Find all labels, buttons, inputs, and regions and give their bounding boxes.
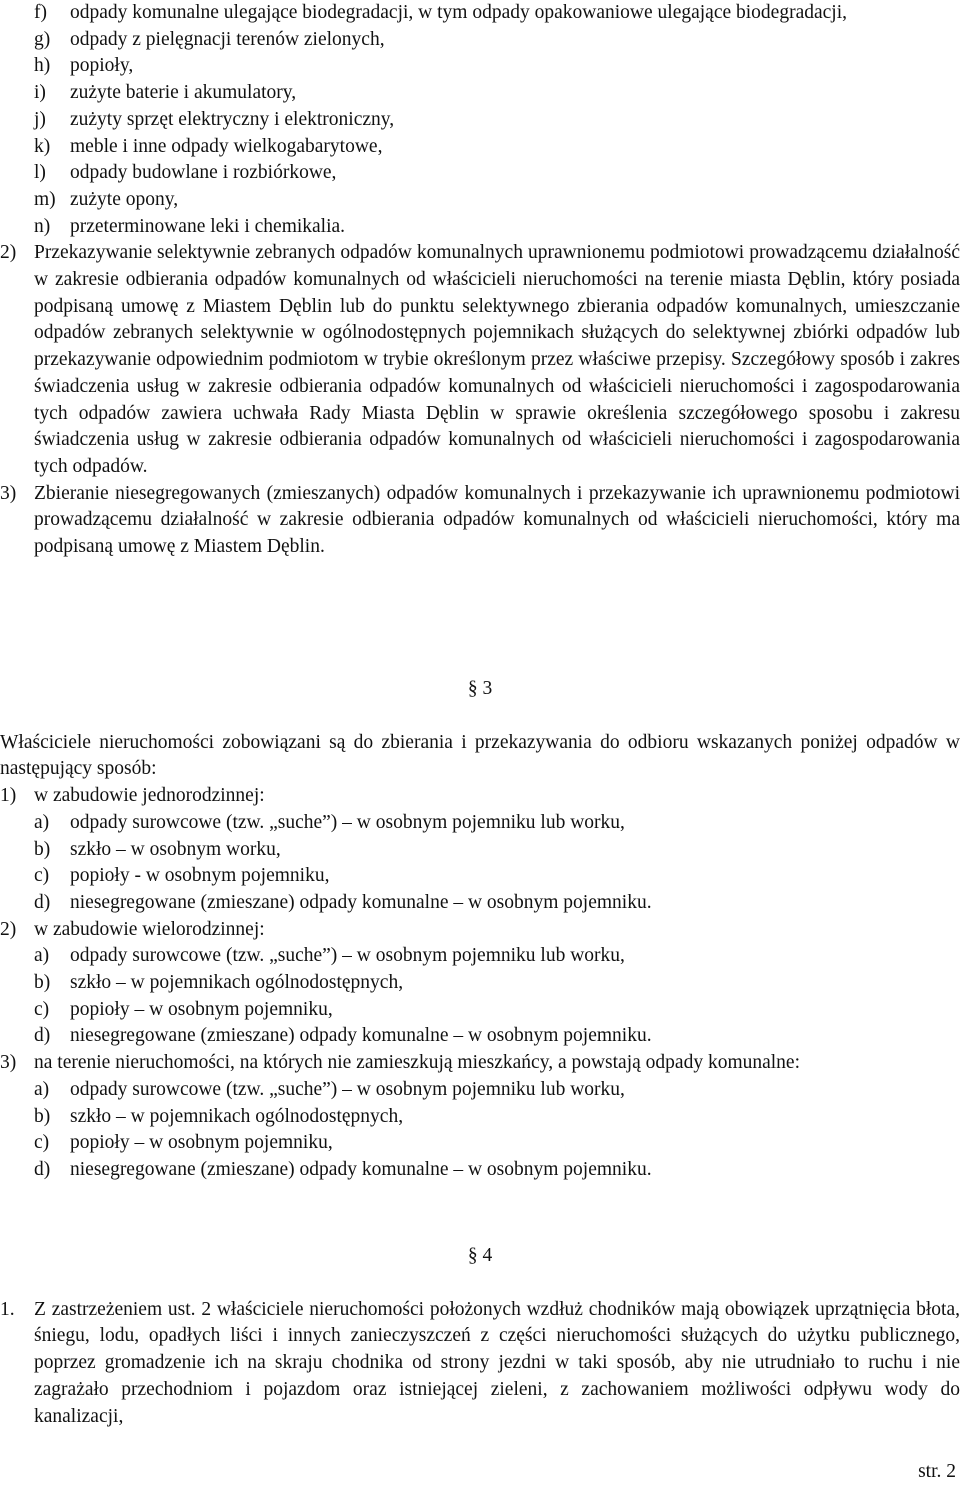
group-title-text: w zabudowie wielorodzinnej: [34,918,265,940]
list-item-label: h) [34,55,51,77]
list-item-text: zużyte opony, [70,188,179,210]
list-item-text: odpady surowcowe (tzw. „suche”) – w osobnym pojemniku lub worku, [70,811,625,833]
point-3-paragraph [0,481,960,561]
section-3-intro: Właściciele nieruchomości zobowiązani są do zbierania i przekazywania do odbioru wskazanych poniżej odpadów w następujący sposób: [0,731,960,780]
group-title [0,917,960,944]
list-item [0,214,960,241]
waste-types-list [0,0,960,561]
list-item-label: b) [34,1105,51,1127]
list-item [0,1023,960,1050]
list-item-text: zużyty sprzęt elektryczny i elektroniczny, [70,108,395,130]
point-2-paragraph [0,240,960,480]
list-item [0,943,960,970]
list-item-label: c) [34,1132,50,1154]
list-item-label: m) [34,188,56,210]
group-title [0,1050,960,1077]
group-title [0,783,960,810]
list-item [0,810,960,837]
list-item-label: b) [34,972,51,994]
list-item [0,997,960,1024]
group-label: 1) [0,785,17,807]
list-item-label: b) [34,838,51,860]
list-item [0,1104,960,1131]
list-item [0,1157,960,1184]
group-label: 2) [0,918,17,940]
list-item-label: a) [34,1078,50,1100]
list-item-text: odpady budowlane i rozbiórkowe, [70,162,337,184]
list-item-text: odpady komunalne ulegające biodegradacji, w tym odpady opakowaniowe ulegające biodegradacji, [70,2,848,23]
list-item-label: n) [34,215,51,237]
list-item-text: przeterminowane leki i chemikalia. [70,215,346,237]
list-item [0,837,960,864]
list-item [0,187,960,214]
paragraph-text: Z zastrzeżeniem ust. 2 właściciele nieruchomości położonych wzdłuż chodników mają obowiązek uprzątnięcia błota, śniegu, lodu, opadłych liści i innych zanieczyszczeń z części nieruchomości służących do użytku publicznego, poprzez gromadzenie ich na skraju chodnika od strony jezdni w taki sposób, aby nie utrudniało to ruchu i nie zagrażało przechodniom i pojazdom oraz istniejącej zieleni, z zachowaniem możliwości odpływu wody do kanalizacji, [34,1298,960,1427]
list-item-text: popioły – w osobnym pojemniku, [70,1132,333,1154]
list-item [0,134,960,161]
list-item-label: a) [34,945,50,967]
list-item [0,1077,960,1104]
list-item-label: d) [34,1025,51,1047]
list-item-text: szkło – w pojemnikach ogólnodostępnych, [70,972,404,994]
list-item-label: c) [34,998,50,1020]
list-item [0,863,960,890]
paragraph-number: 1. [0,1298,15,1320]
list-item-text: popioły - w osobnym pojemniku, [70,865,330,887]
section-4 [0,1243,960,1430]
list-item-label: k) [34,135,51,157]
list-item-label: j) [34,108,46,130]
list-item [0,53,960,80]
list-item-label: d) [34,1158,51,1180]
list-item [0,160,960,187]
point-2-label: 2) [0,242,17,264]
list-item-text: niesegregowane (zmieszane) odpady komunalne – w osobnym pojemniku. [70,1158,652,1180]
section-3-heading: § 3 [467,678,493,699]
list-item [0,80,960,107]
group-2 [0,917,960,1051]
section-4-paragraph-1 [0,1297,960,1431]
group-title-text: na terenie nieruchomości, na których nie zamieszkują mieszkańcy, a powstają odpady komunalne: [34,1052,801,1074]
list-item-text: popioły, [70,55,134,77]
point-3-label: 3) [0,482,17,504]
list-item-label: a) [34,811,50,833]
list-item [0,27,960,54]
group-label: 3) [0,1052,17,1074]
list-item-text: szkło – w osobnym worku, [70,838,281,860]
section-3 [0,676,960,1184]
group-1 [0,783,960,917]
list-item [0,890,960,917]
list-item-text: popioły – w osobnym pojemniku, [70,998,333,1020]
list-item-text: meble i inne odpady wielkogabarytowe, [70,135,383,157]
list-item-label: i) [34,82,46,104]
list-item-text: odpady surowcowe (tzw. „suche”) – w osobnym pojemniku lub worku, [70,945,625,967]
list-item [0,1130,960,1157]
list-item-text: odpady surowcowe (tzw. „suche”) – w osobnym pojemniku lub worku, [70,1078,625,1100]
section-4-heading: § 4 [467,1245,493,1266]
list-item-text: niesegregowane (zmieszane) odpady komunalne – w osobnym pojemniku. [70,891,652,913]
list-item-text: szkło – w pojemnikach ogólnodostępnych, [70,1105,404,1127]
point-2-text: Przekazywanie selektywnie zebranych odpadów komunalnych uprawnionemu podmiotowi prowadzącemu działalność w zakresie odbierania odpadów komunalnych od właścicieli nieruchomości na terenie miasta Dęblin, który posiada podpisaną umowę z Miastem Dęblin lub do punktu selektywnego zbierania odpadów komunalnych, umieszczanie odpadów zebranych selektywnie w ogólnodostępnych pojemnikach służących do selektywnej zbiórki odpadów lub przekazywanie odpowiednim podmiotom w trybie określonym przez właściwe przepisy. Szczegółowy sposób i zakres świadczenia usług w zakresie odbierania odpadów komunalnych od właścicieli nieruchomości i zagospodarowania tych odpadów zawiera uchwała Rady Miasta Dęblin w sprawie określenia szczegółowego sposobu i zakresu świadczenia usług w zakresie odbierania odpadów komunalnych od właścicieli nieruchomości i zagospodarowania tych odpadów. [34,242,960,477]
point-3-text: Zbieranie niesegregowanych (zmieszanych) odpadów komunalnych i przekazywanie ich uprawnionemu podmiotowi prowadzącemu działalność w zakresie odbierania odpadów komunalnych od właścicieli nieruchomości, który ma podpisaną umowę z Miastem Dęblin. [34,482,960,558]
page-number: str. 2 [918,1461,956,1482]
list-item-label: d) [34,891,51,913]
group-title-text: w zabudowie jednorodzinnej: [34,785,265,807]
list-item-label: g) [34,28,51,50]
list-item-label: l) [34,162,46,184]
list-item-label: f) [34,2,47,23]
group-3 [0,1050,960,1184]
list-item-label: c) [34,865,50,887]
list-item [0,970,960,997]
list-item [0,0,960,27]
list-item [0,107,960,134]
list-item-text: niesegregowane (zmieszane) odpady komunalne – w osobnym pojemniku. [70,1025,652,1047]
list-item-text: zużyte baterie i akumulatory, [70,82,297,104]
list-item-text: odpady z pielęgnacji terenów zielonych, [70,28,385,50]
